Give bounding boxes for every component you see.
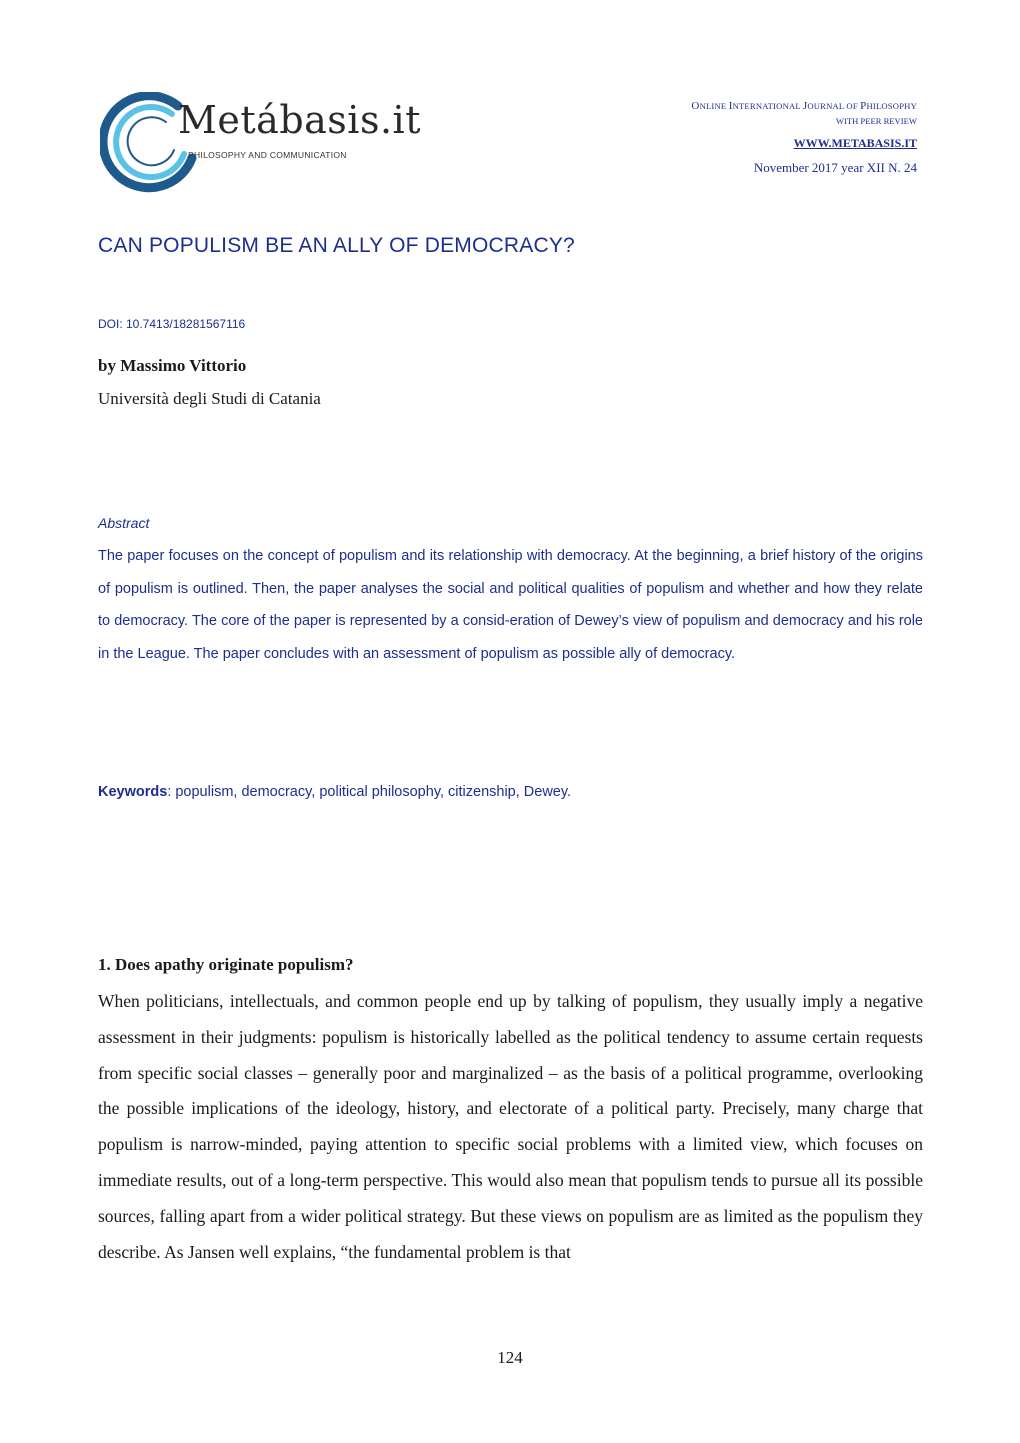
section-body: When politicians, intellectuals, and common people end up by talking of populism, they usually imply a negative assessment in their judgments: populism is historically labelled as the political tendency to assume certain requests from specific social classes – generally poor and marginalized – as the basis of a political programme, overlooking the possible implications of the ideology, history, and electorate of a political party. Precisely, many charge that populism is narrow-minded, paying attention to specific social problems with a limited view, which focuses on immediate results, out of a long-term perspective. This would also mean that populism tends to pursue all its possible sources, falling apart from a wider political strategy. But these views on populism are as limited as the populism they describe. As Jansen well explains, “the fundamental problem is that	[98, 991, 923, 1262]
abstract-label: Abstract	[98, 515, 150, 531]
author-affiliation: Università degli Studi di Catania	[98, 389, 321, 408]
peer-review-line: WITH PEER REVIEW	[835, 116, 917, 126]
journal-masthead	[691, 100, 917, 175]
issue-date: November 2017 year XII N. 24	[753, 160, 917, 175]
journal-name: ONLINE INTERNATIONAL JOURNAL OF PHILOSOPHY	[691, 100, 917, 112]
logo-subtitle: PHILOSOPHY AND COMMUNICATION	[188, 150, 347, 160]
section-heading: 1. Does apathy originate populism?	[98, 955, 354, 974]
keywords	[98, 784, 571, 800]
page-number: 124	[497, 1348, 523, 1367]
author-name: by Massimo Vittorio	[98, 356, 247, 375]
keywords-list: : populism, democracy, political philosophy, citizenship, Dewey.	[167, 784, 572, 800]
paper-title: CAN POPULISM BE AN ALLY OF DEMOCRACY?	[98, 234, 575, 257]
logo-wordmark: Metábasis.it	[178, 98, 421, 142]
abstract-text: The paper focuses on the concept of populism and its relationship with democracy. At the beginning, a brief history of the origins of populism is outlined. Then, the paper analyses the social and political qualities of populism and whether and how they relate to democracy. The core of the paper is represented by a consid-eration of Dewey’s view of populism and democracy and his role in the League. The paper concludes with an assessment of populism as possible ally of democracy.	[98, 548, 923, 662]
keywords-label: Keywords	[98, 784, 168, 800]
doi: DOI: 10.7413/18281567116	[98, 317, 246, 331]
journal-logo	[100, 92, 421, 194]
journal-url-link[interactable]: WWW.METABASIS.IT	[793, 136, 917, 150]
